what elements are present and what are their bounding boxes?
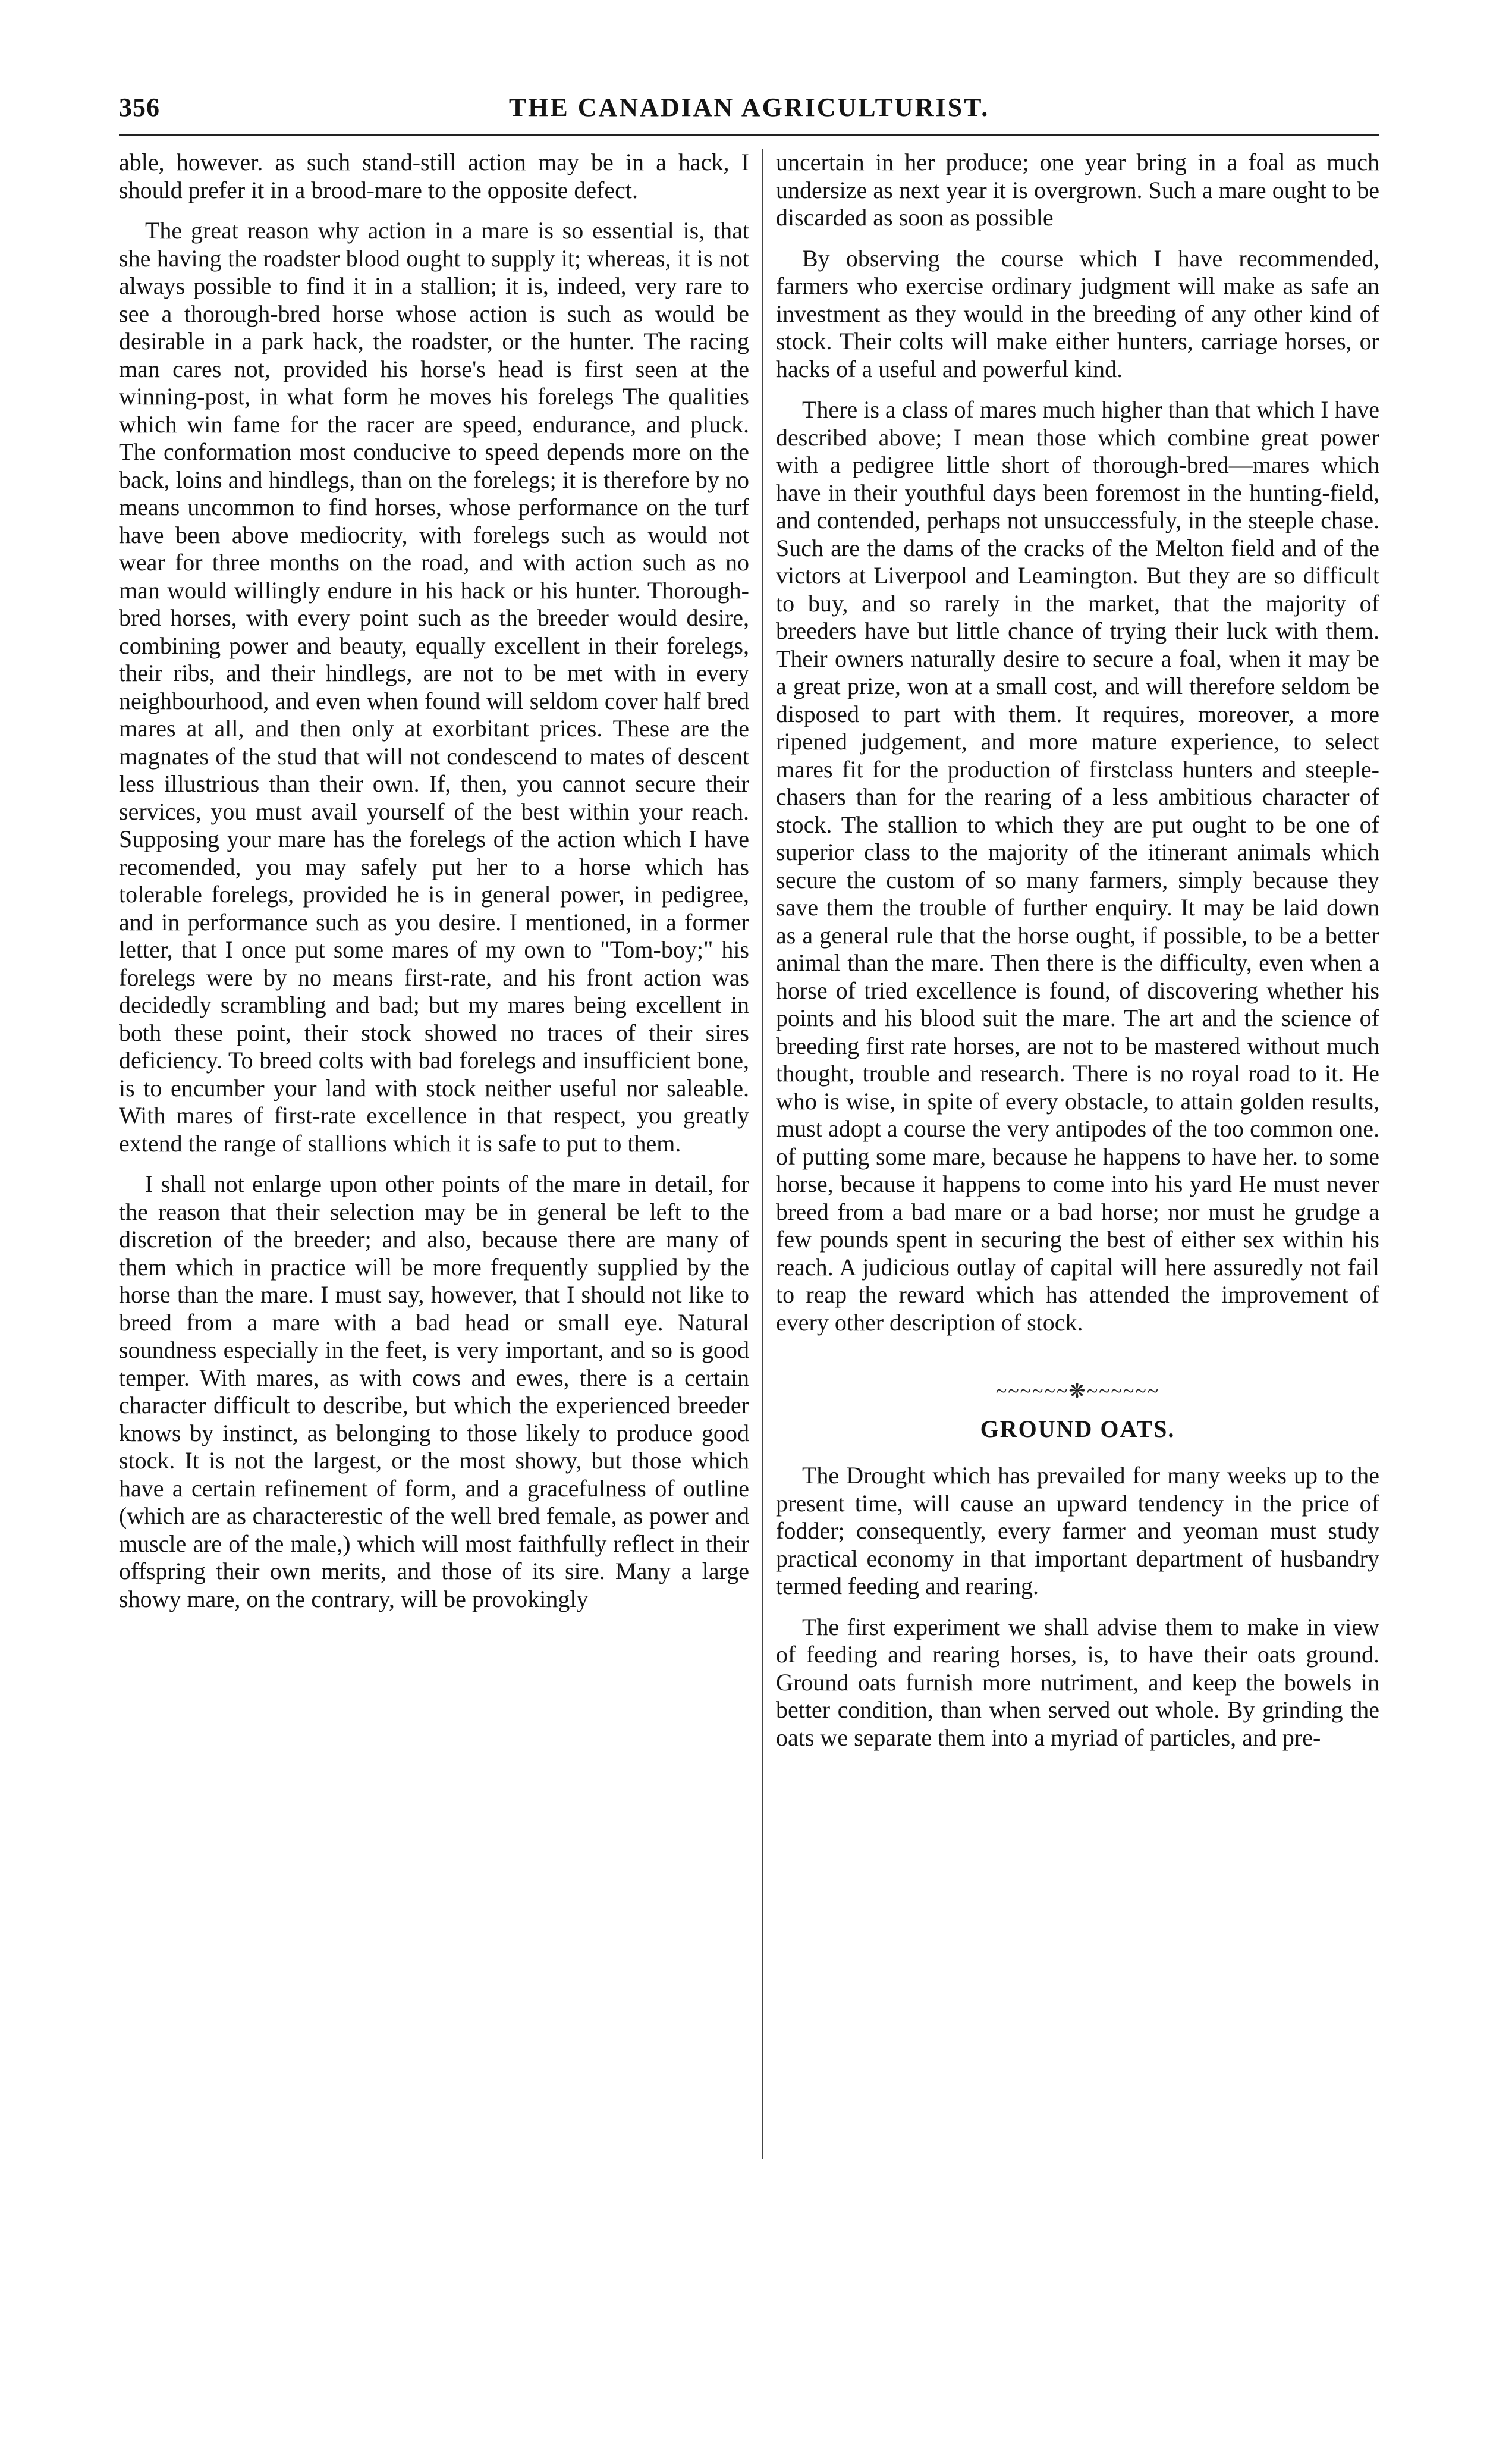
section-title: GROUND OATS. [980,1415,1175,1442]
left-column [119,149,749,1613]
paragraph: I shall not enlarge upon other points of the mare in detail, for the reason that their selection may be in general be left to the discretion of the breeder; and also, because there are many of them which in practice will be more frequently supplied by the horse than the mare. I must say, however, that I should not like to breed from a mare with a bad head or small eye. Natural soundness especially in the feet, is very important, and so is good temper. With mares, as with cows and ewes, there is a certain character difficult to describe, but which the experienced breeder knows by instinct, as belonging to those likely to produce good stock. It is not the largest, or the most showy, but those which have a certain refinement of form, and a gracefulness of outline (which are as characterestic of the well bred female, as power and muscle are of the male,) which will most faithfully reflect in their offspring their own merits, and those of its sire. Many a large showy mare, on the contrary, will be provokingly [119,1170,749,1612]
page-number: 356 [119,93,160,122]
page-header [119,92,1379,128]
paragraph: By observing the course which I have recommended, farmers who exercise ordinary judgment will make as safe an investment as they would in the breeding of any other kind of stock. Their colts will make either hunters, carriage horses, or hacks of a useful and powerful kind. [776,244,1379,382]
paragraph: The Drought which has prevailed for many weeks up to the present time, will cause an upward tendency in the price of fodder; consequently, every farmer and yeoman must study practical economy in that important department of husbandry termed feeding and rearing. [776,1462,1379,1599]
paragraph: able, however. as such stand-still action may be in a hack, I should prefer it in a brood-mare to the opposite defect. [119,149,749,203]
paragraph: The first experiment we shall advise them to make in view of feeding and rearing horses, is, to have their oats ground. Ground oats furnish more nutriment, and keep the bowels in better condition, than when served out whole. By grinding the oats we separate them into a myriad of particles, and pre- [776,1613,1379,1751]
paragraph: There is a class of mares much higher than that which I have described above; I mean those which combine great power with a pedigree little short of thorough-bred—mares which have in their youthful days been foremost in the hunting-field, and contended, perhaps not unsuccessfuly, in the steeple chase. Such are the dams of the cracks of the Melton field and of the victors at Liverpool and Leamington. But they are so difficult to buy, and so rarely in the market, that the majority of breeders have but little chance of trying their luck with them. Their owners naturally desire to secure a foal, when it may be a great prize, won at a small cost, and will therefore seldom be disposed to part with them. It requires, moreover, a more ripened judgement, and more mature experience, to select mares fit for the production of firstclass hunters and steeple-chasers than for the rearing of a less ambitious character of stock. The stallion to which they are put ought to be one of superior class to the majority of the itinerant animals which secure the custom of so many farmers, simply because they save them the trouble of further enquiry. It may be laid down as a general rule that the horse ought, if possible, to be a better animal than the mare. Then there is the difficulty, even when a horse of tried excellence is found, of discovering whether his points and his blood suit the mare. The art and the science of breeding first rate horses, are not to be mastered without much thought, trouble and research. There is no royal road to it. He who is wise, in spite of every obstacle, to attain golden results, must adopt a course the very antipodes of the too common one. of putting some mare, because he happens to have her. to some horse, because it happens to come into his yard He must never breed from a bad mare or a bad horse; nor must he grudge a few pounds spent in securing the best of either sex within his reach. A judicious outlay of capital will here assuredly not fail to reap the reward which has attended the improvement of every other description of stock. [776,396,1379,1336]
paragraph: uncertain in her produce; one year bring in a foal as much undersize as next year it is overgrown. Such a mare ought to be discarded as soon as possible [776,149,1379,231]
header-rule [119,134,1379,136]
paragraph: The great reason why action in a mare is so essential is, that she having the roadster blood ought to supply it; whereas, it is not always possible to find it in a stallion; it is, indeed, very rare to see a thorough-bred horse whose action is such as would be desirable in a park hack, the roadster, or the hunter. The racing man cares not, provided his horse's head is first seen at the winning-post, in what form he moves his forelegs The qualities which win fame for the racer are speed, endurance, and pluck. The conformation most conducive to speed depends more on the back, loins and hindlegs, than on the forelegs; it is therefore by no means uncommon to find horses, whose performance on the turf have been above mediocrity, with forelegs such as would not wear for three months on the road, and with action such as no man would willingly endure in his hack or his hunter. Thorough-bred horses, with every point such as the breeder would desire, combining power and beauty, equally excellent in their forelegs, their ribs, and their hindlegs, are not to be met with in every neighbourhood, and even when found will seldom cover half bred mares at all, and then only at exorbitant prices. These are the magnates of the stud that will not condescend to mates of descent less illustrious than their own. If, then, you cannot secure their services, you must avail yourself of the best within your reach. Supposing your mare has the forelegs of the action which I have recomended, you may safely put her to a horse which has tolerable forelegs, provided he is in general power, in pedigree, and in performance such as you desire. I mentioned, in a former letter, that I once put some mares of my own to "Tom-boy;" his forelegs were by no means first-rate, and his front action was decidedly scrambling and bad; but my mares being excellent in both these point, their stock showed no traces of their sires deficiency. To breed colts with bad forelegs and insufficient bone, is to encumber your land with stock neither useful nor saleable. With mares of first-rate excellence in that respect, you greatly extend the range of stallions which it is safe to put to them. [119,217,749,1157]
running-title: THE CANADIAN AGRICULTURIST. [508,93,990,122]
column-divider [762,149,763,2159]
right-column [776,149,1379,1752]
section-divider-ornament: ~~~~~~❋~~~~~~ [995,1380,1160,1402]
